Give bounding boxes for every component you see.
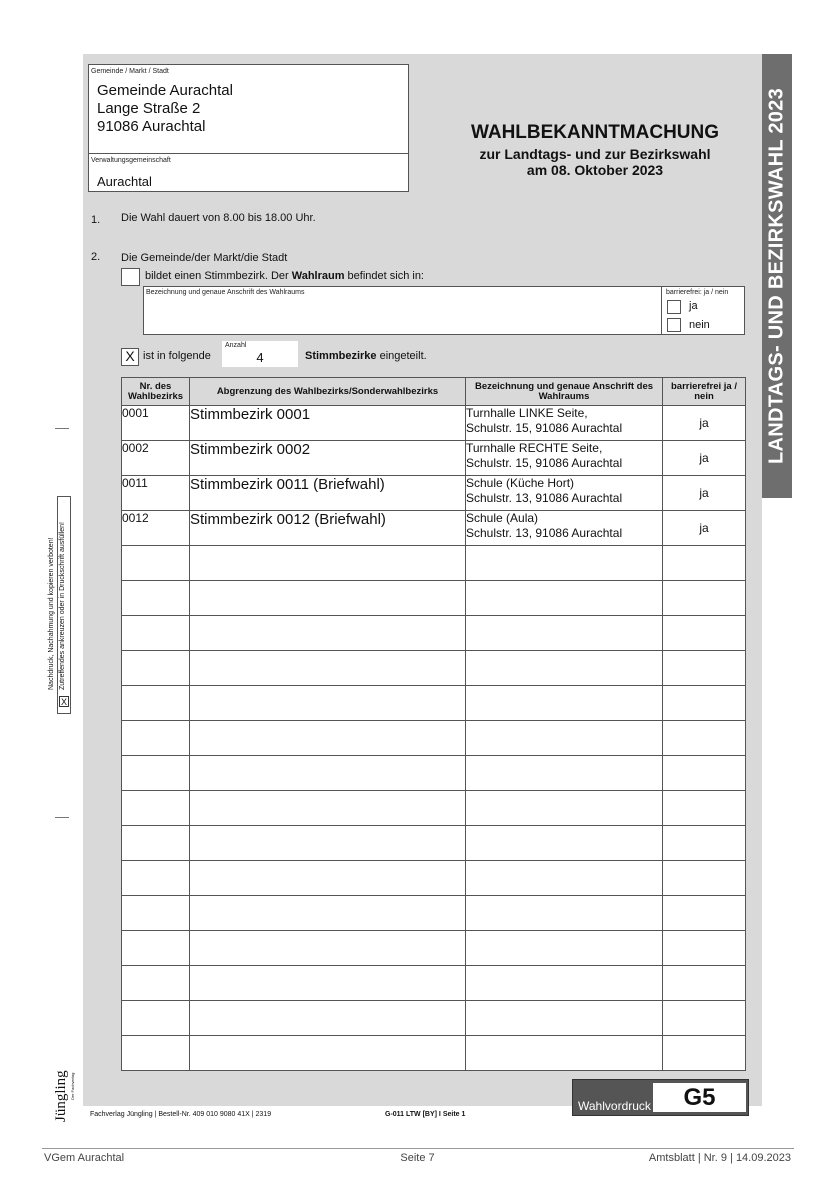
municipality-label: Gemeinde / Markt / Stadt bbox=[91, 68, 169, 75]
table-row-empty bbox=[122, 861, 746, 896]
cell-room[interactable] bbox=[466, 686, 663, 721]
side-note-line1: Nachdruck, Nachahmung und kopieren verboten! bbox=[48, 537, 55, 690]
cell-name[interactable] bbox=[190, 791, 466, 826]
table-row-empty bbox=[122, 1036, 746, 1071]
table-row-empty bbox=[122, 721, 746, 756]
cell-nr[interactable] bbox=[122, 1001, 190, 1036]
table-row-empty bbox=[122, 791, 746, 826]
multi-district-checkbox[interactable]: X bbox=[121, 348, 139, 366]
table-row-empty bbox=[122, 896, 746, 931]
cell-room[interactable] bbox=[466, 616, 663, 651]
cell-name[interactable]: Stimmbezirk 0001 bbox=[190, 406, 466, 441]
cell-barrier[interactable] bbox=[663, 1001, 746, 1036]
district-table bbox=[121, 377, 746, 1071]
side-band bbox=[762, 54, 792, 498]
room-line2: Schulstr. 15, 91086 Aurachtal bbox=[466, 421, 623, 435]
cell-room[interactable] bbox=[466, 791, 663, 826]
barrier-ja-label: ja bbox=[689, 300, 698, 312]
cell-nr[interactable] bbox=[122, 931, 190, 966]
form-badge-label: Wahlvordruck bbox=[578, 1099, 651, 1113]
cell-name[interactable] bbox=[190, 581, 466, 616]
room-line1: Turnhalle RECHTE Seite, bbox=[466, 441, 603, 455]
cell-barrier[interactable] bbox=[663, 896, 746, 931]
cell-barrier[interactable] bbox=[663, 546, 746, 581]
cell-nr[interactable] bbox=[122, 1036, 190, 1071]
fold-mark-bottom bbox=[55, 817, 69, 818]
cell-barrier[interactable] bbox=[663, 1036, 746, 1071]
form-id: G-011 LTW [BY] I Seite 1 bbox=[385, 1111, 466, 1118]
cell-name[interactable] bbox=[190, 756, 466, 791]
cell-barrier[interactable]: ja bbox=[663, 511, 746, 546]
cell-barrier[interactable] bbox=[663, 756, 746, 791]
cell-nr[interactable] bbox=[122, 791, 190, 826]
cell-nr[interactable] bbox=[122, 861, 190, 896]
cell-room[interactable] bbox=[466, 966, 663, 1001]
page-subtitle-line1: zur Landtags- und zur Bezirkswahl bbox=[479, 146, 711, 162]
cell-name[interactable]: Stimmbezirk 0002 bbox=[190, 441, 466, 476]
fold-mark-top bbox=[55, 428, 69, 429]
cell-barrier[interactable] bbox=[663, 651, 746, 686]
room-line1: Schule (Küche Hort) bbox=[466, 476, 575, 490]
municipality-street: Lange Straße 2 bbox=[97, 100, 201, 117]
room-line1: Schule (Aula) bbox=[466, 511, 539, 525]
item1-number: 1. bbox=[91, 214, 101, 226]
table-row-empty bbox=[122, 616, 746, 651]
cell-barrier[interactable] bbox=[663, 826, 746, 861]
polling-room-box bbox=[143, 286, 745, 335]
table-row-empty bbox=[122, 686, 746, 721]
cell-barrier[interactable]: ja bbox=[663, 406, 746, 441]
page-title: WAHLBEKANNTMACHUNG bbox=[470, 122, 720, 143]
cell-barrier[interactable] bbox=[663, 861, 746, 896]
cell-name[interactable]: Stimmbezirk 0011 (Briefwahl) bbox=[190, 476, 466, 511]
cell-barrier[interactable] bbox=[663, 791, 746, 826]
cell-barrier[interactable] bbox=[663, 686, 746, 721]
form-badge-code-box bbox=[653, 1083, 746, 1112]
cell-name[interactable] bbox=[190, 686, 466, 721]
publisher-logo: Jüngling bbox=[53, 1070, 69, 1122]
publisher-info: Fachverlag Jüngling | Bestell-Nr. 409 010 9080 41X | 2319 bbox=[90, 1111, 272, 1118]
form-badge-code: G5 bbox=[683, 1084, 716, 1111]
page-footer-center: Seite 7 bbox=[400, 1152, 435, 1164]
cell-name[interactable] bbox=[190, 896, 466, 931]
room-line1: Turnhalle LINKE Seite, bbox=[466, 406, 588, 420]
cell-name[interactable] bbox=[190, 546, 466, 581]
municipality-city: 91086 Aurachtal bbox=[97, 118, 206, 135]
cell-barrier[interactable] bbox=[663, 966, 746, 1001]
cell-name[interactable] bbox=[190, 966, 466, 1001]
cell-room[interactable] bbox=[466, 756, 663, 791]
barrier-ja-checkbox[interactable] bbox=[667, 300, 681, 314]
table-row bbox=[122, 476, 746, 511]
header-nr: Nr. des Wahlbezirks bbox=[122, 378, 190, 406]
cell-nr[interactable] bbox=[122, 686, 190, 721]
cell-room[interactable] bbox=[466, 721, 663, 756]
table-row bbox=[122, 511, 746, 546]
cell-nr[interactable] bbox=[122, 721, 190, 756]
table-row-empty bbox=[122, 581, 746, 616]
cell-nr[interactable] bbox=[122, 756, 190, 791]
cell-room[interactable] bbox=[466, 511, 663, 546]
cell-room[interactable] bbox=[466, 651, 663, 686]
form-badge bbox=[572, 1079, 749, 1116]
side-note-checkbox: X bbox=[60, 697, 67, 707]
cell-room[interactable] bbox=[466, 861, 663, 896]
header-room: Bezeichnung und genaue Anschrift des Wahlraums bbox=[466, 378, 663, 406]
cell-room[interactable] bbox=[466, 441, 663, 476]
table-header-row bbox=[122, 378, 746, 406]
cell-nr[interactable] bbox=[122, 546, 190, 581]
municipality-box bbox=[88, 64, 409, 192]
municipality-divider bbox=[89, 153, 408, 154]
page-footer-left: VGem Aurachtal bbox=[44, 1152, 125, 1164]
item2-number: 2. bbox=[91, 251, 101, 263]
cell-room[interactable] bbox=[466, 1001, 663, 1036]
cell-nr[interactable] bbox=[122, 826, 190, 861]
cell-room[interactable] bbox=[466, 581, 663, 616]
table-row-empty bbox=[122, 966, 746, 1001]
district-count-value: 4 bbox=[256, 350, 264, 365]
page-footer-rule bbox=[42, 1148, 794, 1149]
barrier-nein-label: nein bbox=[689, 319, 710, 331]
single-district-text: bildet einen Stimmbezirk. Der Wahlraum befindet sich in: bbox=[145, 270, 424, 282]
page-footer-right: Amtsblatt | Nr. 9 | 14.09.2023 bbox=[648, 1152, 791, 1164]
item1-text: Die Wahl dauert von 8.00 bis 18.00 Uhr. bbox=[121, 212, 316, 224]
cell-room[interactable] bbox=[466, 476, 663, 511]
cell-nr[interactable]: 0002 bbox=[122, 441, 190, 476]
cell-room[interactable] bbox=[466, 1036, 663, 1071]
cell-name[interactable] bbox=[190, 651, 466, 686]
header-barrier: barrierefrei ja / nein bbox=[663, 378, 746, 406]
cell-nr[interactable]: 0012 bbox=[122, 511, 190, 546]
cell-name[interactable]: Stimmbezirk 0012 (Briefwahl) bbox=[190, 511, 466, 546]
cell-room[interactable] bbox=[466, 896, 663, 931]
cell-name[interactable] bbox=[190, 931, 466, 966]
cell-barrier[interactable] bbox=[663, 931, 746, 966]
cell-name[interactable] bbox=[190, 826, 466, 861]
district-count-box[interactable] bbox=[222, 341, 298, 367]
table-row-empty bbox=[122, 756, 746, 791]
admin-value: Aurachtal bbox=[97, 174, 152, 189]
admin-label: Verwaltungsgemeinschaft bbox=[91, 157, 171, 164]
cell-room[interactable] bbox=[466, 931, 663, 966]
publisher-logo-sub: Der Fachverlag bbox=[70, 1072, 75, 1100]
barrier-label: barrierefrei: ja / nein bbox=[666, 289, 729, 296]
cell-nr[interactable] bbox=[122, 651, 190, 686]
room-line2: Schulstr. 15, 91086 Aurachtal bbox=[466, 456, 623, 470]
barrier-divider bbox=[661, 287, 662, 334]
table-row-empty bbox=[122, 651, 746, 686]
cell-name[interactable] bbox=[190, 721, 466, 756]
cell-room[interactable] bbox=[466, 406, 663, 441]
multi-district-pre: ist in folgende bbox=[143, 350, 211, 362]
polling-room-input[interactable] bbox=[148, 299, 658, 331]
side-note-line2: Zutreffendes ankreuzen oder in Druckschrift ausfüllen! bbox=[59, 522, 66, 690]
header-boundary: Abgrenzung des Wahlbezirks/Sonderwahlbezirks bbox=[190, 378, 466, 406]
room-line2: Schulstr. 13, 91086 Aurachtal bbox=[466, 491, 623, 505]
table-row bbox=[122, 406, 746, 441]
cell-barrier[interactable]: ja bbox=[663, 476, 746, 511]
barrier-nein-checkbox[interactable] bbox=[667, 318, 681, 332]
cell-nr[interactable] bbox=[122, 966, 190, 1001]
cell-name[interactable] bbox=[190, 616, 466, 651]
single-district-checkbox[interactable] bbox=[121, 268, 140, 286]
cell-room[interactable] bbox=[466, 826, 663, 861]
cell-barrier[interactable]: ja bbox=[663, 441, 746, 476]
table-row-empty bbox=[122, 1001, 746, 1036]
cell-name[interactable] bbox=[190, 861, 466, 896]
cell-nr[interactable] bbox=[122, 896, 190, 931]
item2-text: Die Gemeinde/der Markt/die Stadt bbox=[121, 252, 288, 264]
cell-nr[interactable]: 0011 bbox=[122, 476, 190, 511]
district-count-label: Anzahl bbox=[225, 342, 247, 349]
cell-barrier[interactable] bbox=[663, 616, 746, 651]
table-row-empty bbox=[122, 826, 746, 861]
table-row-empty bbox=[122, 931, 746, 966]
cell-barrier[interactable] bbox=[663, 581, 746, 616]
multi-district-text: Stimmbezirke eingeteilt. bbox=[305, 350, 427, 362]
cell-nr[interactable]: 0001 bbox=[122, 406, 190, 441]
table-row bbox=[122, 441, 746, 476]
cell-room[interactable] bbox=[466, 546, 663, 581]
cell-barrier[interactable] bbox=[663, 721, 746, 756]
municipality-name: Gemeinde Aurachtal bbox=[97, 82, 233, 99]
side-band-title: LANDTAGS- UND BEZIRKSWAHL 2023 bbox=[765, 87, 788, 465]
cell-name[interactable] bbox=[190, 1001, 466, 1036]
table-row-empty bbox=[122, 546, 746, 581]
cell-name[interactable] bbox=[190, 1036, 466, 1071]
room-line2: Schulstr. 13, 91086 Aurachtal bbox=[466, 526, 623, 540]
cell-nr[interactable] bbox=[122, 581, 190, 616]
page-subtitle-line2: am 08. Oktober 2023 bbox=[526, 162, 664, 178]
cell-nr[interactable] bbox=[122, 616, 190, 651]
polling-room-label: Bezeichnung und genaue Anschrift des Wahlraums bbox=[146, 289, 305, 296]
